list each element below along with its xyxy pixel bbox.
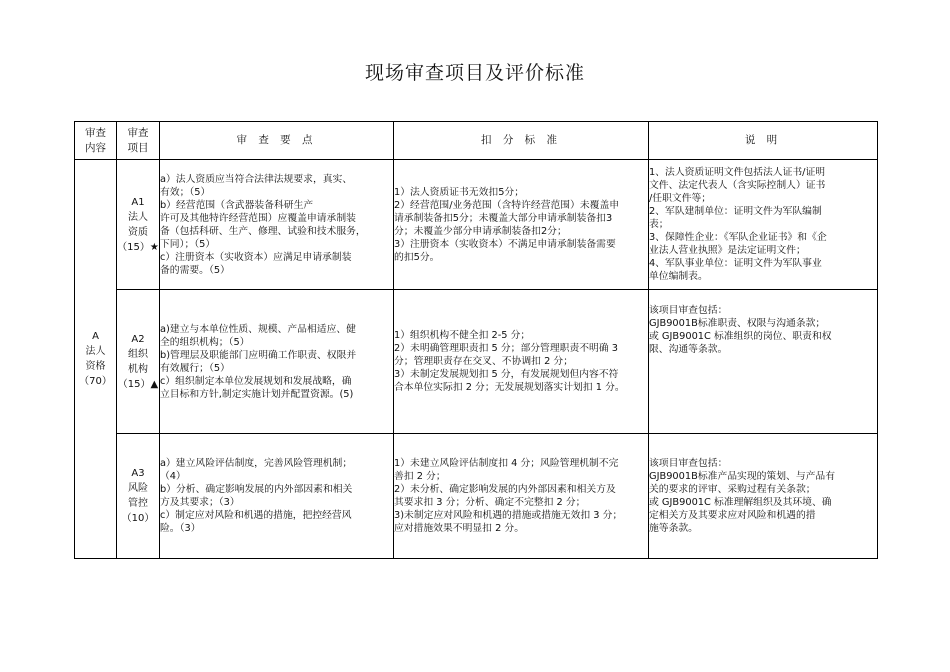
deduction-cell: 1）法人资质证书无效扣5分； 2）经营范围/业务范围（含特许经营范围）未覆盖申 请承制装备扣5分；未覆盖大部分申请承制装备扣3 分；未覆盖少部分申请承制装备扣2分； 3）注册资本（实收资本）不满足申请承制装备需要 的扣5分。 (394, 160, 649, 290)
item-cell: A1 法人 资质 （15）★ (117, 160, 160, 290)
review-points-cell: a)建立与本单位性质、规模、产品相适应、健 全的组织机构；（5） b)管理层及职能部门应明确工作职责、权限并 有效履行；（5） c）组织制定本单位发展规划和发展战略，确 立目标和方针,制定实施计划并配置资源。(5) (160, 290, 394, 434)
category-cell: A 法人 资格 （70） (75, 160, 117, 559)
deduction-cell: 1）组织机构不健全扣 2-5 分； 2）未明确管理职责扣 5 分；部分管理职责不明确 3 分；管理职责存在交叉、不协调扣 2 分； 3）未制定发展规划扣 5 分，有发展规划但内容不符 合本单位实际扣 2 分；无发展规划落实计划扣 1 分。 (394, 290, 649, 434)
item-cell: A2 组织 机构 （15）▲ (117, 290, 160, 434)
notes-cell: 该项目审查包括： GJB9001B标准职责、权限与沟通条款； 或 GJB9001C 标准组织的岗位、职责和权 限、沟通等条款。 (649, 290, 878, 434)
deduction-cell: 1）未建立风险评估制度扣 4 分；风险管理机制不完 善扣 2 分； 2）未分析、确定影响发展的内外部因素和相关方及 其要求扣 3 分；分析、确定不完整扣 2 分； 3)未制定应对风险和机遇的措施或措施无效扣 3 分； 应对措施效果不明显扣 2 分。 (394, 434, 649, 559)
table-row (75, 160, 878, 290)
header-deduction-standard: 扣 分 标 准 (394, 122, 649, 160)
notes-cell: 该项目审查包括： GJB9001B标准产品实现的策划、与产品有 关的要求的评审、采购过程有关条款； 或 GJB9001C 标准理解组织及其环境、确 定相关方及其要求应对风险和机遇的措 施等条款。 (649, 434, 878, 559)
notes-cell: 1、法人资质证明文件包括法人证书/证明 文件、法定代表人（含实际控制人）证书 /任职文件等； 2、军队建制单位：证明文件为军队编制 表； 3、保障性企业：《军队企业证书》和《企 业法人营业执照》是法定证明文件； 4、军队事业单位：证明文件为军队事业 单位编制表。 (649, 160, 878, 290)
page-title: 现场审查项目及评价标准 (364, 62, 585, 84)
header-review-item: 审查 项目 (117, 122, 160, 160)
header-review-content: 审查 内容 (75, 122, 117, 160)
review-points-cell: a）建立风险评估制度，完善风险管理机制； （4） b）分析、确定影响发展的内外部因素和相关 方及其要求；（3） c）制定应对风险和机遇的措施，把控经营风 险。（3） (160, 434, 394, 559)
review-points-cell: a）法人资质应当符合法律法规要求，真实、 有效；（5） b）经营范围（含武器装备科研生产 许可及其他特许经营范围）应覆盖申请承制装 备（包括科研、生产、修理、试验和技术服务， 下同）；（5） c）注册资本（实收资本）应满足申请承制装 备的需要。（5） (160, 160, 394, 290)
evaluation-table (74, 121, 878, 559)
table-row (75, 290, 878, 434)
header-notes: 说 明 (649, 122, 878, 160)
table-header-row (75, 122, 878, 160)
item-cell: A3 风险 管控 （10） (117, 434, 160, 559)
header-review-points: 审 查 要 点 (160, 122, 394, 160)
table-row (75, 434, 878, 559)
